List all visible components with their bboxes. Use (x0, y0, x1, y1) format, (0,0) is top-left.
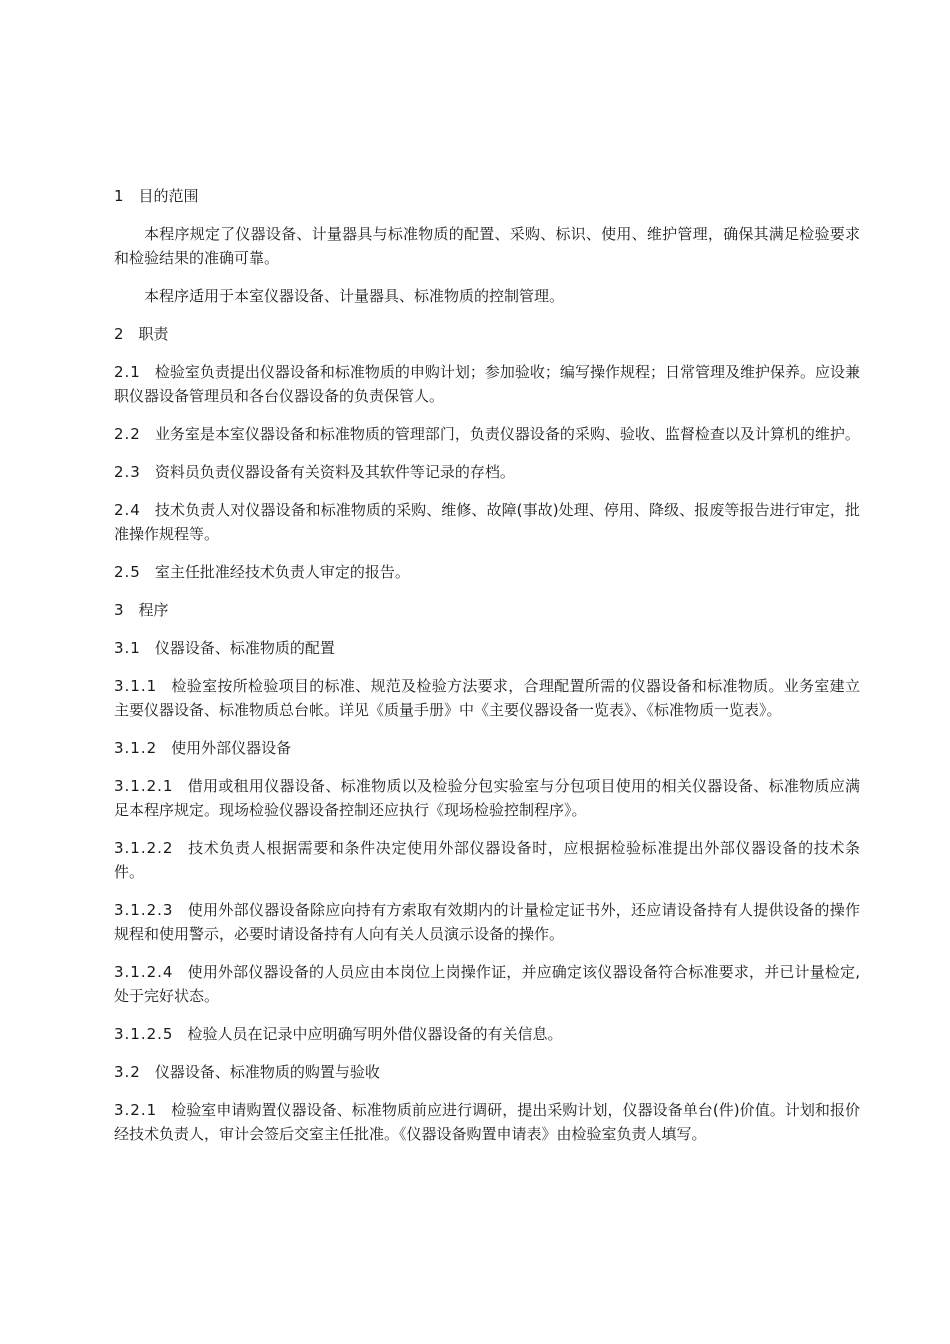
clause-3-2-1 (114, 1098, 860, 1146)
section-number: 3.1.2.1 (114, 777, 174, 795)
clause-3-1 (114, 636, 860, 660)
section-2-heading (114, 322, 860, 346)
section-text: 职责 (138, 325, 169, 343)
clause-2-4 (114, 498, 860, 546)
document-body (114, 184, 860, 1160)
section-text: 本程序规定了仪器设备、计量器具与标准物质的配置、采购、标识、使用、维护管理，确保其满足检验要求和检验结果的准确可靠。 (114, 225, 860, 267)
section-text: 本程序适用于本室仪器设备、计量器具、标准物质的控制管理。 (144, 287, 565, 305)
section-number: 3.1.2.5 (114, 1025, 174, 1043)
section-text: 检验室按所检验项目的标准、规范及检验方法要求，合理配置所需的仪器设备和标准物质。业务室建立主要仪器设备、标准物质总台帐。详见《质量手册》中《主要仪器设备一览表》、《标准物质一览表》。 (114, 677, 860, 719)
clause-3-1-2-2 (114, 836, 860, 884)
section-number: 2.2 (114, 425, 141, 443)
section-text: 使用外部仪器设备 (171, 739, 292, 757)
section-text: 仪器设备、标准物质的配置 (154, 639, 335, 657)
section-number: 1 (114, 187, 125, 205)
section-text: 检验室负责提出仪器设备和标准物质的申购计划；参加验收；编写操作规程；日常管理及维护保养。应设兼职仪器设备管理员和各台仪器设备的负责保管人。 (114, 363, 860, 405)
clause-2-5 (114, 560, 860, 584)
scope-paragraph-1 (114, 222, 860, 270)
section-number: 3.2.1 (114, 1101, 158, 1119)
section-text: 使用外部仪器设备的人员应由本岗位上岗操作证，并应确定该仪器设备符合标准要求，并已计量检定,处于完好状态。 (114, 963, 860, 1005)
section-number: 2 (114, 325, 125, 343)
clause-2-1 (114, 360, 860, 408)
section-3-heading (114, 598, 860, 622)
section-number: 2.1 (114, 363, 141, 381)
clause-3-1-2-3 (114, 898, 860, 946)
section-text: 检验室申请购置仪器设备、标准物质前应进行调研，提出采购计划，仪器设备单台(件)价值。计划和报价经技术负责人，审计会签后交室主任批准。《仪器设备购置申请表》由检验室负责人填写。 (114, 1101, 860, 1143)
clause-3-1-2-4 (114, 960, 860, 1008)
clause-3-1-2-1 (114, 774, 860, 822)
section-text: 资料员负责仪器设备有关资料及其软件等记录的存档。 (154, 463, 515, 481)
section-text: 业务室是本室仪器设备和标准物质的管理部门，负责仪器设备的采购、验收、监督检查以及计算机的维护。 (154, 425, 860, 443)
section-number: 3.1.2.3 (114, 901, 174, 919)
section-number: 2.5 (114, 563, 141, 581)
section-text: 技术负责人根据需要和条件决定使用外部仪器设备时，应根据检验标准提出外部仪器设备的技术条件。 (114, 839, 860, 881)
section-number: 2.4 (114, 501, 141, 519)
section-1-heading (114, 184, 860, 208)
clause-3-1-1 (114, 674, 860, 722)
section-number: 3.1.2.2 (114, 839, 174, 857)
section-number: 3 (114, 601, 125, 619)
section-text: 室主任批准经技术负责人审定的报告。 (154, 563, 410, 581)
section-number: 3.2 (114, 1063, 141, 1081)
section-text: 使用外部仪器设备除应向持有方索取有效期内的计量检定证书外，还应请设备持有人提供设备的操作规程和使用警示，必要时请设备持有人向有关人员演示设备的操作。 (114, 901, 860, 943)
section-text: 检验人员在记录中应明确写明外借仪器设备的有关信息。 (187, 1025, 563, 1043)
section-number: 2.3 (114, 463, 141, 481)
section-number: 3.1 (114, 639, 141, 657)
section-text: 技术负责人对仪器设备和标准物质的采购、维修、故障(事故)处理、停用、降级、报废等报告进行审定，批准操作规程等。 (114, 501, 860, 543)
section-text: 目的范围 (138, 187, 199, 205)
section-text: 程序 (138, 601, 169, 619)
clause-2-3 (114, 460, 860, 484)
clause-3-2 (114, 1060, 860, 1084)
clause-2-2 (114, 422, 860, 446)
clause-3-1-2-5 (114, 1022, 860, 1046)
section-text: 仪器设备、标准物质的购置与验收 (154, 1063, 380, 1081)
scope-paragraph-2 (114, 284, 860, 308)
clause-3-1-2 (114, 736, 860, 760)
section-number: 3.1.2.4 (114, 963, 174, 981)
section-number: 3.1.1 (114, 677, 158, 695)
section-text: 借用或租用仪器设备、标准物质以及检验分包实验室与分包项目使用的相关仪器设备、标准物质应满足本程序规定。现场检验仪器设备控制还应执行《现场检验控制程序》。 (114, 777, 860, 819)
section-number: 3.1.2 (114, 739, 158, 757)
